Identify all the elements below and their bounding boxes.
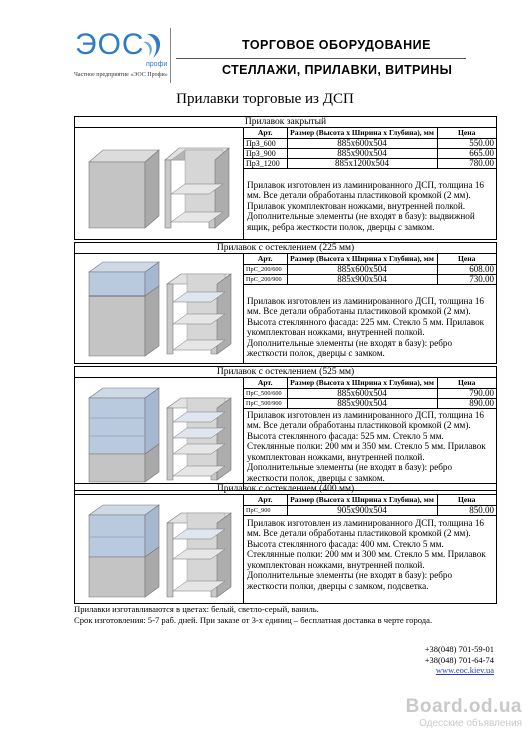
logo-subtitle: профи xyxy=(146,61,168,68)
cell-art: ПрС_500/600 xyxy=(244,388,287,398)
cell-price: 850.00 xyxy=(437,505,496,515)
cell-price: 665.00 xyxy=(437,148,496,158)
phone-2: +38(048) 701-64-74 xyxy=(424,654,494,665)
product-description: Прилавок изготовлен из ламинированного ДСП, толщина 16 мм. Все детали обработаны пластиковой кромкой (2 мм). Высота стеклянного фасада: 525 мм. Стекло 5 мм. Стеклянные полки: 200 мм и 350 мм. Стекло 5 мм. Прилавок укомплектован ножками, внутренней полкой. Дополнительные элементы (не входят в базу): ребро жесткости полок, дверцы с замком. xyxy=(247,409,486,484)
phone-1: +38(048) 701-59-01 xyxy=(424,644,494,654)
watermark xyxy=(406,696,522,729)
section-title: Прилавок с остеклением (525 мм) xyxy=(75,367,496,378)
glazed-counter-225-illustration xyxy=(75,254,243,364)
col-header-art: Арт. xyxy=(244,495,287,505)
product-description: Прилавок изготовлен из ламинированного ДСП, толщина 16 мм. Все детали обработаны пластиковой кромкой (2 мм). Высота стеклянного фасада: 400 мм. Стекло 5 мм. Стеклянные полки: 200 мм и 300 мм. Стекло 5 мм. Прилавок укомплектован ножками, внутренней полкой. Дополнительные элементы (не входят в базу): ребро жесткости полки, дверцы с замком, подсветка. xyxy=(247,517,486,592)
cell-art: ПрЗ_1200 xyxy=(244,158,287,168)
cell-price: 790.00 xyxy=(437,388,496,398)
cell-price: 730.00 xyxy=(437,274,496,284)
col-header-price: Цена xyxy=(437,495,496,505)
section-glazed-525 xyxy=(74,366,497,491)
price-table xyxy=(244,378,496,409)
product-image xyxy=(75,254,244,364)
price-table xyxy=(244,254,496,285)
col-header-size: Размер (Высота х Ширина х Глубина), мм xyxy=(287,378,437,388)
cell-price: 608.00 xyxy=(437,264,496,274)
glazed-counter-525-illustration xyxy=(75,378,243,491)
table-row xyxy=(244,388,496,398)
cell-art: ПрС_200/900 xyxy=(244,274,287,284)
website-link[interactable]: www.eoc.kiev.ua xyxy=(435,665,494,675)
product-description: Прилавок изготовлен из ламинированного ДСП, толщина 16 мм. Все детали обработаны пластиковой кромкой (2 мм). Прилавок укомплектован ножками, внутренней полкой. Дополнительные элементы (не входят в базу): выдвижной ящик, ребра жесткости полок, дверцы с замком. xyxy=(247,179,485,232)
cell-art: ПрЗ_900 xyxy=(244,148,287,158)
logo-swoosh-icon xyxy=(141,30,167,62)
col-header-price: Цена xyxy=(437,254,496,264)
header-divider-horizontal xyxy=(176,58,466,59)
cell-art: ПрС_200/600 xyxy=(244,264,287,274)
cell-size: 885x900x504 xyxy=(287,148,437,158)
closed-counter-illustration xyxy=(75,128,243,240)
col-header-art: Арт. xyxy=(244,254,287,264)
header-title-line1: ТОРГОВОЕ ОБОРУДОВАНИЕ xyxy=(242,38,431,52)
cell-price: 890.00 xyxy=(437,398,496,408)
cell-art: ПрЗ_600 xyxy=(244,138,287,148)
table-row xyxy=(244,148,496,158)
watermark-site: Board.od.ua xyxy=(405,696,522,717)
table-row xyxy=(244,274,496,284)
contacts-block xyxy=(425,644,494,676)
cell-size: 885x1200x504 xyxy=(287,158,437,168)
cell-size: 885x900x504 xyxy=(287,398,437,408)
table-row xyxy=(244,505,496,515)
header-title-line2: СТЕЛЛАЖИ, ПРИЛАВКИ, ВИТРИНЫ xyxy=(222,63,453,77)
col-header-size: Размер (Высота х Ширина х Глубина), мм xyxy=(287,495,437,505)
cell-art: ПрС_900 xyxy=(244,505,287,515)
price-table xyxy=(244,128,496,169)
logo-text: ЭОС xyxy=(75,28,145,61)
product-image xyxy=(75,378,244,491)
section-glazed-400 xyxy=(74,483,497,604)
logo-caption: Частное предприятие «ЭОС Профи» xyxy=(74,72,168,78)
footer-notes xyxy=(74,604,504,626)
cell-art: ПрС_500/900 xyxy=(244,398,287,408)
footer-colors-note: Прилавки изготавливаются в цветах: белый, светло-серый, ваниль. xyxy=(74,604,319,614)
section-title: Прилавок с остеклением (225 мм) xyxy=(75,243,496,254)
footer-delivery-note: Срок изготовления: 5-7 раб. дней. При заказе от 3-х единиц – бесплатная доставка в черте города. xyxy=(74,615,433,625)
cell-price: 780.00 xyxy=(437,158,496,168)
header-divider-vertical xyxy=(170,28,171,83)
cell-size: 885x900x504 xyxy=(287,274,437,284)
page-title: Прилавки торговые из ДСП xyxy=(176,91,354,107)
table-row xyxy=(244,158,496,168)
section-closed-counter xyxy=(74,116,497,240)
table-row xyxy=(244,398,496,408)
col-header-price: Цена xyxy=(437,378,496,388)
col-header-size: Размер (Высота х Ширина х Глубина), мм xyxy=(287,128,437,138)
cell-size: 885x600x504 xyxy=(287,138,437,148)
col-header-art: Арт. xyxy=(244,378,287,388)
col-header-art: Арт. xyxy=(244,128,287,138)
watermark-caption: Одесские объявления xyxy=(419,718,522,729)
cell-size: 885x600x504 xyxy=(287,388,437,398)
page-header xyxy=(0,0,530,90)
table-row xyxy=(244,264,496,274)
section-title: Прилавок с остеклением (400 мм) xyxy=(75,484,496,495)
price-table xyxy=(244,495,496,516)
section-glazed-225 xyxy=(74,242,497,364)
table-row xyxy=(244,138,496,148)
col-header-size: Размер (Высота х Ширина х Глубина), мм xyxy=(287,254,437,264)
cell-price: 550.00 xyxy=(437,138,496,148)
section-title: Прилавок закрытый xyxy=(75,117,496,128)
glazed-counter-400-illustration xyxy=(75,495,243,604)
cell-size: 885x600x504 xyxy=(287,264,437,274)
col-header-price: Цена xyxy=(437,128,496,138)
product-description: Прилавок изготовлен из ламинированного ДСП, толщина 16 мм. Все детали обработаны пластиковой кромкой (2 мм). Высота стеклянного фасада: 225 мм. Стекло 5 мм. Прилавок укомплектован ножками, внутренней полкой. Дополнительные элементы (не входят в базу): ребро жесткости полок, дверцы с замком. xyxy=(247,295,485,359)
cell-size: 905x900x504 xyxy=(287,505,437,515)
product-image xyxy=(75,128,244,240)
product-image xyxy=(75,495,244,604)
